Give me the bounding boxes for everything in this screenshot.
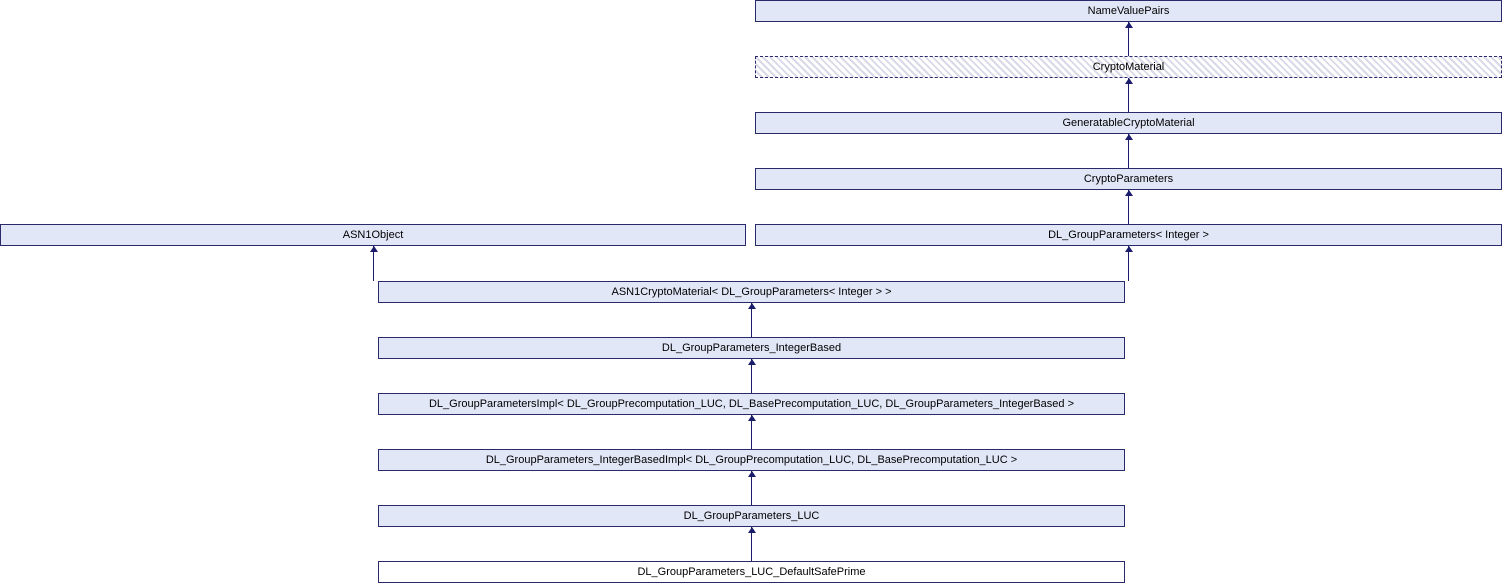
class-node-label: DL_GroupParameters_LUC_DefaultSafePrime	[637, 565, 866, 578]
class-node-label: GeneratableCryptoMaterial	[1062, 116, 1195, 129]
inheritance-arrowhead	[1125, 22, 1133, 28]
class-node-generatable_crypto_material[interactable]	[755, 112, 1502, 134]
class-node-label: DL_GroupParameters_IntegerBasedImpl< DL_GroupPrecomputation_LUC, DL_BasePrecomputation_LUC >	[485, 453, 1018, 466]
class-node-label: CryptoMaterial	[1092, 60, 1165, 73]
class-node-asn1_crypto_material[interactable]	[378, 281, 1125, 303]
inheritance-arrowhead	[1125, 78, 1133, 84]
class-node-dl_group_parameters_integer[interactable]	[755, 224, 1502, 246]
class-node-dl_group_parameters_impl[interactable]	[378, 393, 1125, 415]
class-node-name_value_pairs[interactable]	[755, 0, 1502, 22]
class-node-label: NameValuePairs	[1087, 4, 1170, 17]
class-node-dl_group_parameters_integer_based[interactable]	[378, 337, 1125, 359]
inheritance-arrowhead	[1125, 134, 1133, 140]
class-node-asn1_object[interactable]	[0, 224, 746, 246]
class-node-label: ASN1Object	[342, 228, 404, 241]
inheritance-arrowhead	[748, 359, 756, 365]
class-node-dl_group_parameters_luc[interactable]	[378, 505, 1125, 527]
class-node-dl_group_parameters_luc_defaultsafeprime[interactable]	[378, 561, 1125, 583]
class-node-label: CryptoParameters	[1083, 172, 1174, 185]
inheritance-arrowhead	[748, 303, 756, 309]
class-node-label: DL_GroupParametersImpl< DL_GroupPrecomputation_LUC, DL_BasePrecomputation_LUC, DL_GroupParameters_IntegerBased >	[428, 397, 1075, 410]
class-node-label: ASN1CryptoMaterial< DL_GroupParameters< Integer > >	[611, 285, 892, 298]
inheritance-arrowhead	[1125, 190, 1133, 196]
class-node-label: DL_GroupParameters_LUC	[683, 509, 820, 522]
inheritance-arrowhead	[748, 415, 756, 421]
inheritance-arrowhead	[370, 246, 378, 252]
inheritance-arrowhead	[1125, 246, 1133, 252]
class-node-dl_group_parameters_integer_based_impl[interactable]	[378, 449, 1125, 471]
class-node-label: DL_GroupParameters_IntegerBased	[661, 341, 842, 354]
inheritance-arrowhead	[748, 527, 756, 533]
class-node-crypto_material[interactable]	[755, 56, 1502, 78]
class-node-label: DL_GroupParameters< Integer >	[1048, 228, 1209, 241]
class-node-crypto_parameters[interactable]	[755, 168, 1502, 190]
inheritance-arrowhead	[748, 471, 756, 477]
